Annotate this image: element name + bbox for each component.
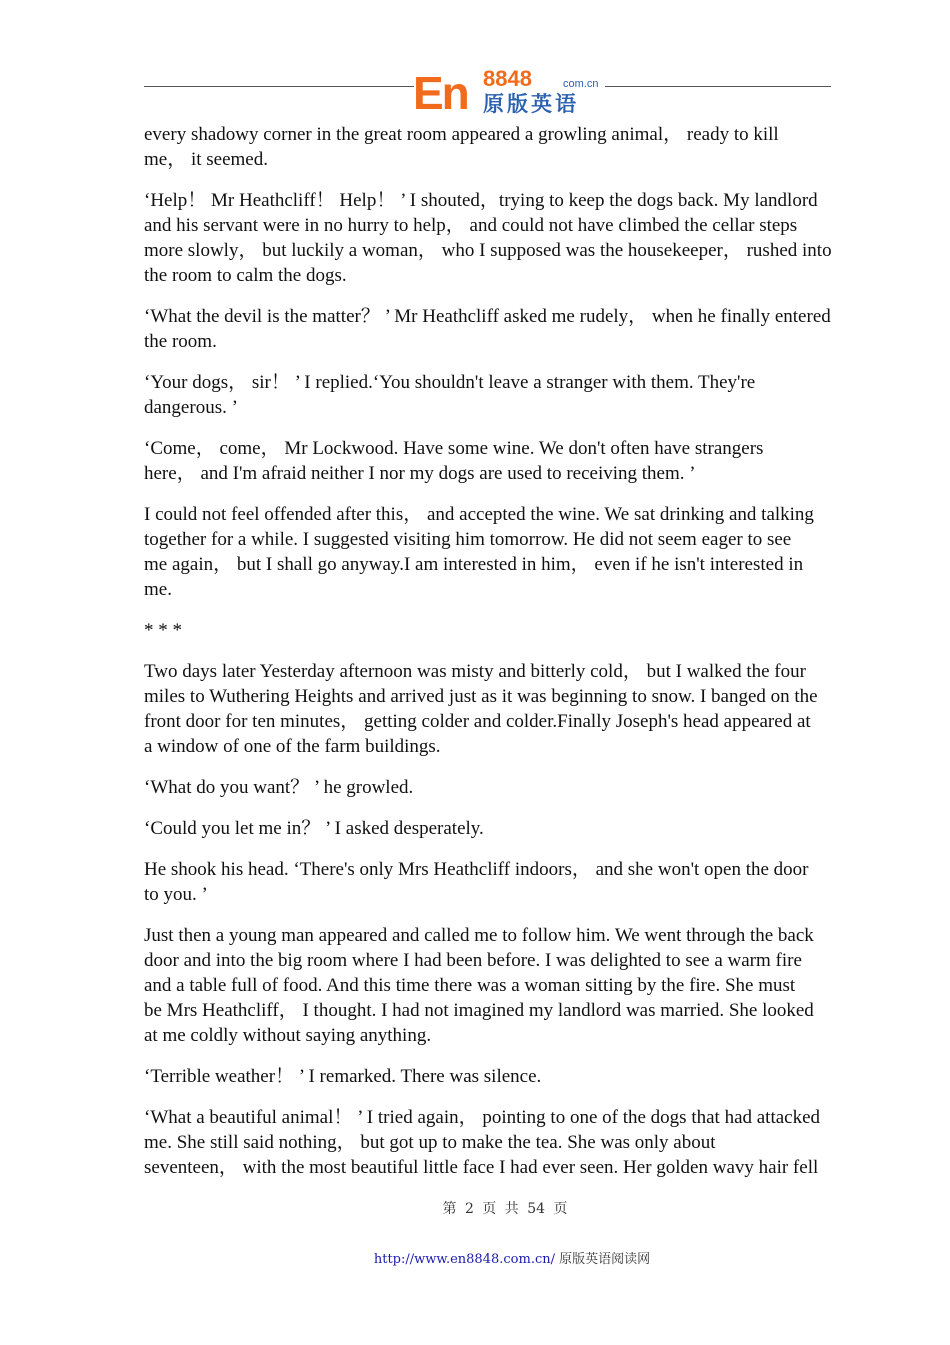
text-line: and a table full of food. And this time there was a woman sitting by the fire. She must: [144, 975, 796, 996]
paragraph: [144, 659, 884, 759]
text-line: ‘What do you want？ ’ he growled.: [144, 777, 414, 798]
text-line: ‘Could you let me in？ ’ I asked desperately.: [144, 818, 484, 839]
footer-link[interactable]: http://www.en8848.com.cn/: [373, 1252, 555, 1267]
text-line: at me coldly without saying anything.: [144, 1025, 432, 1046]
paragraph: [144, 923, 884, 1048]
text-line: the room to calm the dogs.: [144, 265, 347, 286]
page-number: 第 2 页 共 54 页: [442, 1201, 568, 1217]
text-line: seventeen， with the most beautiful little face I had ever seen. Her golden wavy hair fell: [144, 1157, 819, 1178]
paragraph: [144, 502, 884, 602]
paragraph: [144, 1105, 884, 1180]
text-line: a window of one of the farm buildings.: [144, 736, 441, 757]
text-line: every shadowy corner in the great room appeared a growling animal， ready to kill: [144, 124, 779, 145]
text-line: me. She still said nothing， but got up to make the tea. She was only about: [144, 1132, 716, 1153]
text-line: be Mrs Heathcliff， I thought. I had not imagined my landlord was married. She looked: [144, 1000, 814, 1021]
text-line: Just then a young man appeared and called me to follow him. We went through the back: [144, 925, 814, 946]
text-line: ‘What the devil is the matter？ ’ Mr Heathcliff asked me rudely， when he finally entered: [144, 306, 831, 327]
text-line: He shook his head. ‘There's only Mrs Heathcliff indoors， and she won't open the door: [144, 859, 809, 880]
text-line: me.: [144, 579, 172, 600]
text-line: dangerous. ’: [144, 397, 238, 418]
text-line: and his servant were in no hurry to help， and could not have climbed the cellar steps: [144, 215, 798, 236]
paragraph: [144, 188, 884, 288]
paragraph: [144, 1064, 884, 1089]
text-line: ‘What a beautiful animal！ ’ I tried again， pointing to one of the dogs that had attacked: [144, 1107, 821, 1128]
site-logo: [413, 68, 605, 118]
text-line: door and into the big room where I had been before. I was delighted to see a warm fire: [144, 950, 802, 971]
text-line: I could not feel offended after this， and accepted the wine. We sat drinking and talking: [144, 504, 814, 525]
paragraph: [144, 775, 884, 800]
text-line: to you. ’: [144, 884, 208, 905]
paragraph: [144, 304, 884, 354]
logo-number: 8848: [483, 66, 532, 91]
text-line: me， it seemed.: [144, 149, 268, 170]
text-line: ‘Terrible weather！ ’ I remarked. There was silence.: [144, 1066, 542, 1087]
paragraph: [144, 816, 884, 841]
text-line: together for a while. I suggested visiting him tomorrow. He did not seem eager to see: [144, 529, 792, 550]
text-line: more slowly， but luckily a woman， who I supposed was the housekeeper， rushed into: [144, 240, 832, 261]
text-line: here， and I'm afraid neither I nor my dogs are used to receiving them. ’: [144, 463, 696, 484]
logo-en: En: [413, 67, 468, 119]
text-line: front door for ten minutes， getting colder and colder.Finally Joseph's head appeared at: [144, 711, 811, 732]
footer-site-name: 原版英语阅读网: [559, 1252, 651, 1267]
text-line: ‘Your dogs， sir！ ’ I replied.‘You shouldn't leave a stranger with them. They're: [144, 372, 756, 393]
paragraph: [144, 370, 884, 420]
document-body: [144, 122, 884, 1196]
logo-domain: com.cn: [563, 78, 599, 90]
paragraph: [144, 618, 884, 643]
logo-chinese: 原版英语: [483, 92, 579, 116]
text-line: me again， but I shall go anyway.I am interested in him， even if he isn't interested in: [144, 554, 804, 575]
header-rule-left: [144, 86, 414, 87]
text-line: ‘Come， come， Mr Lockwood. Have some wine. We don't often have strangers: [144, 438, 764, 459]
paragraph: [144, 436, 884, 486]
paragraph: [144, 122, 884, 172]
text-line: ‘Help！ Mr Heathcliff！ Help！ ’ I shouted，trying to keep the dogs back. My landlord: [144, 190, 818, 211]
text-line: miles to Wuthering Heights and arrived just as it was beginning to snow. I banged on the: [144, 686, 818, 707]
header-rule-right: [605, 86, 831, 87]
text-line: the room.: [144, 331, 217, 352]
footer: [0, 1248, 950, 1267]
text-line: * * *: [144, 620, 182, 641]
text-line: Two days later Yesterday afternoon was misty and bitterly cold， but I walked the four: [144, 661, 806, 682]
paragraph: [144, 857, 884, 907]
